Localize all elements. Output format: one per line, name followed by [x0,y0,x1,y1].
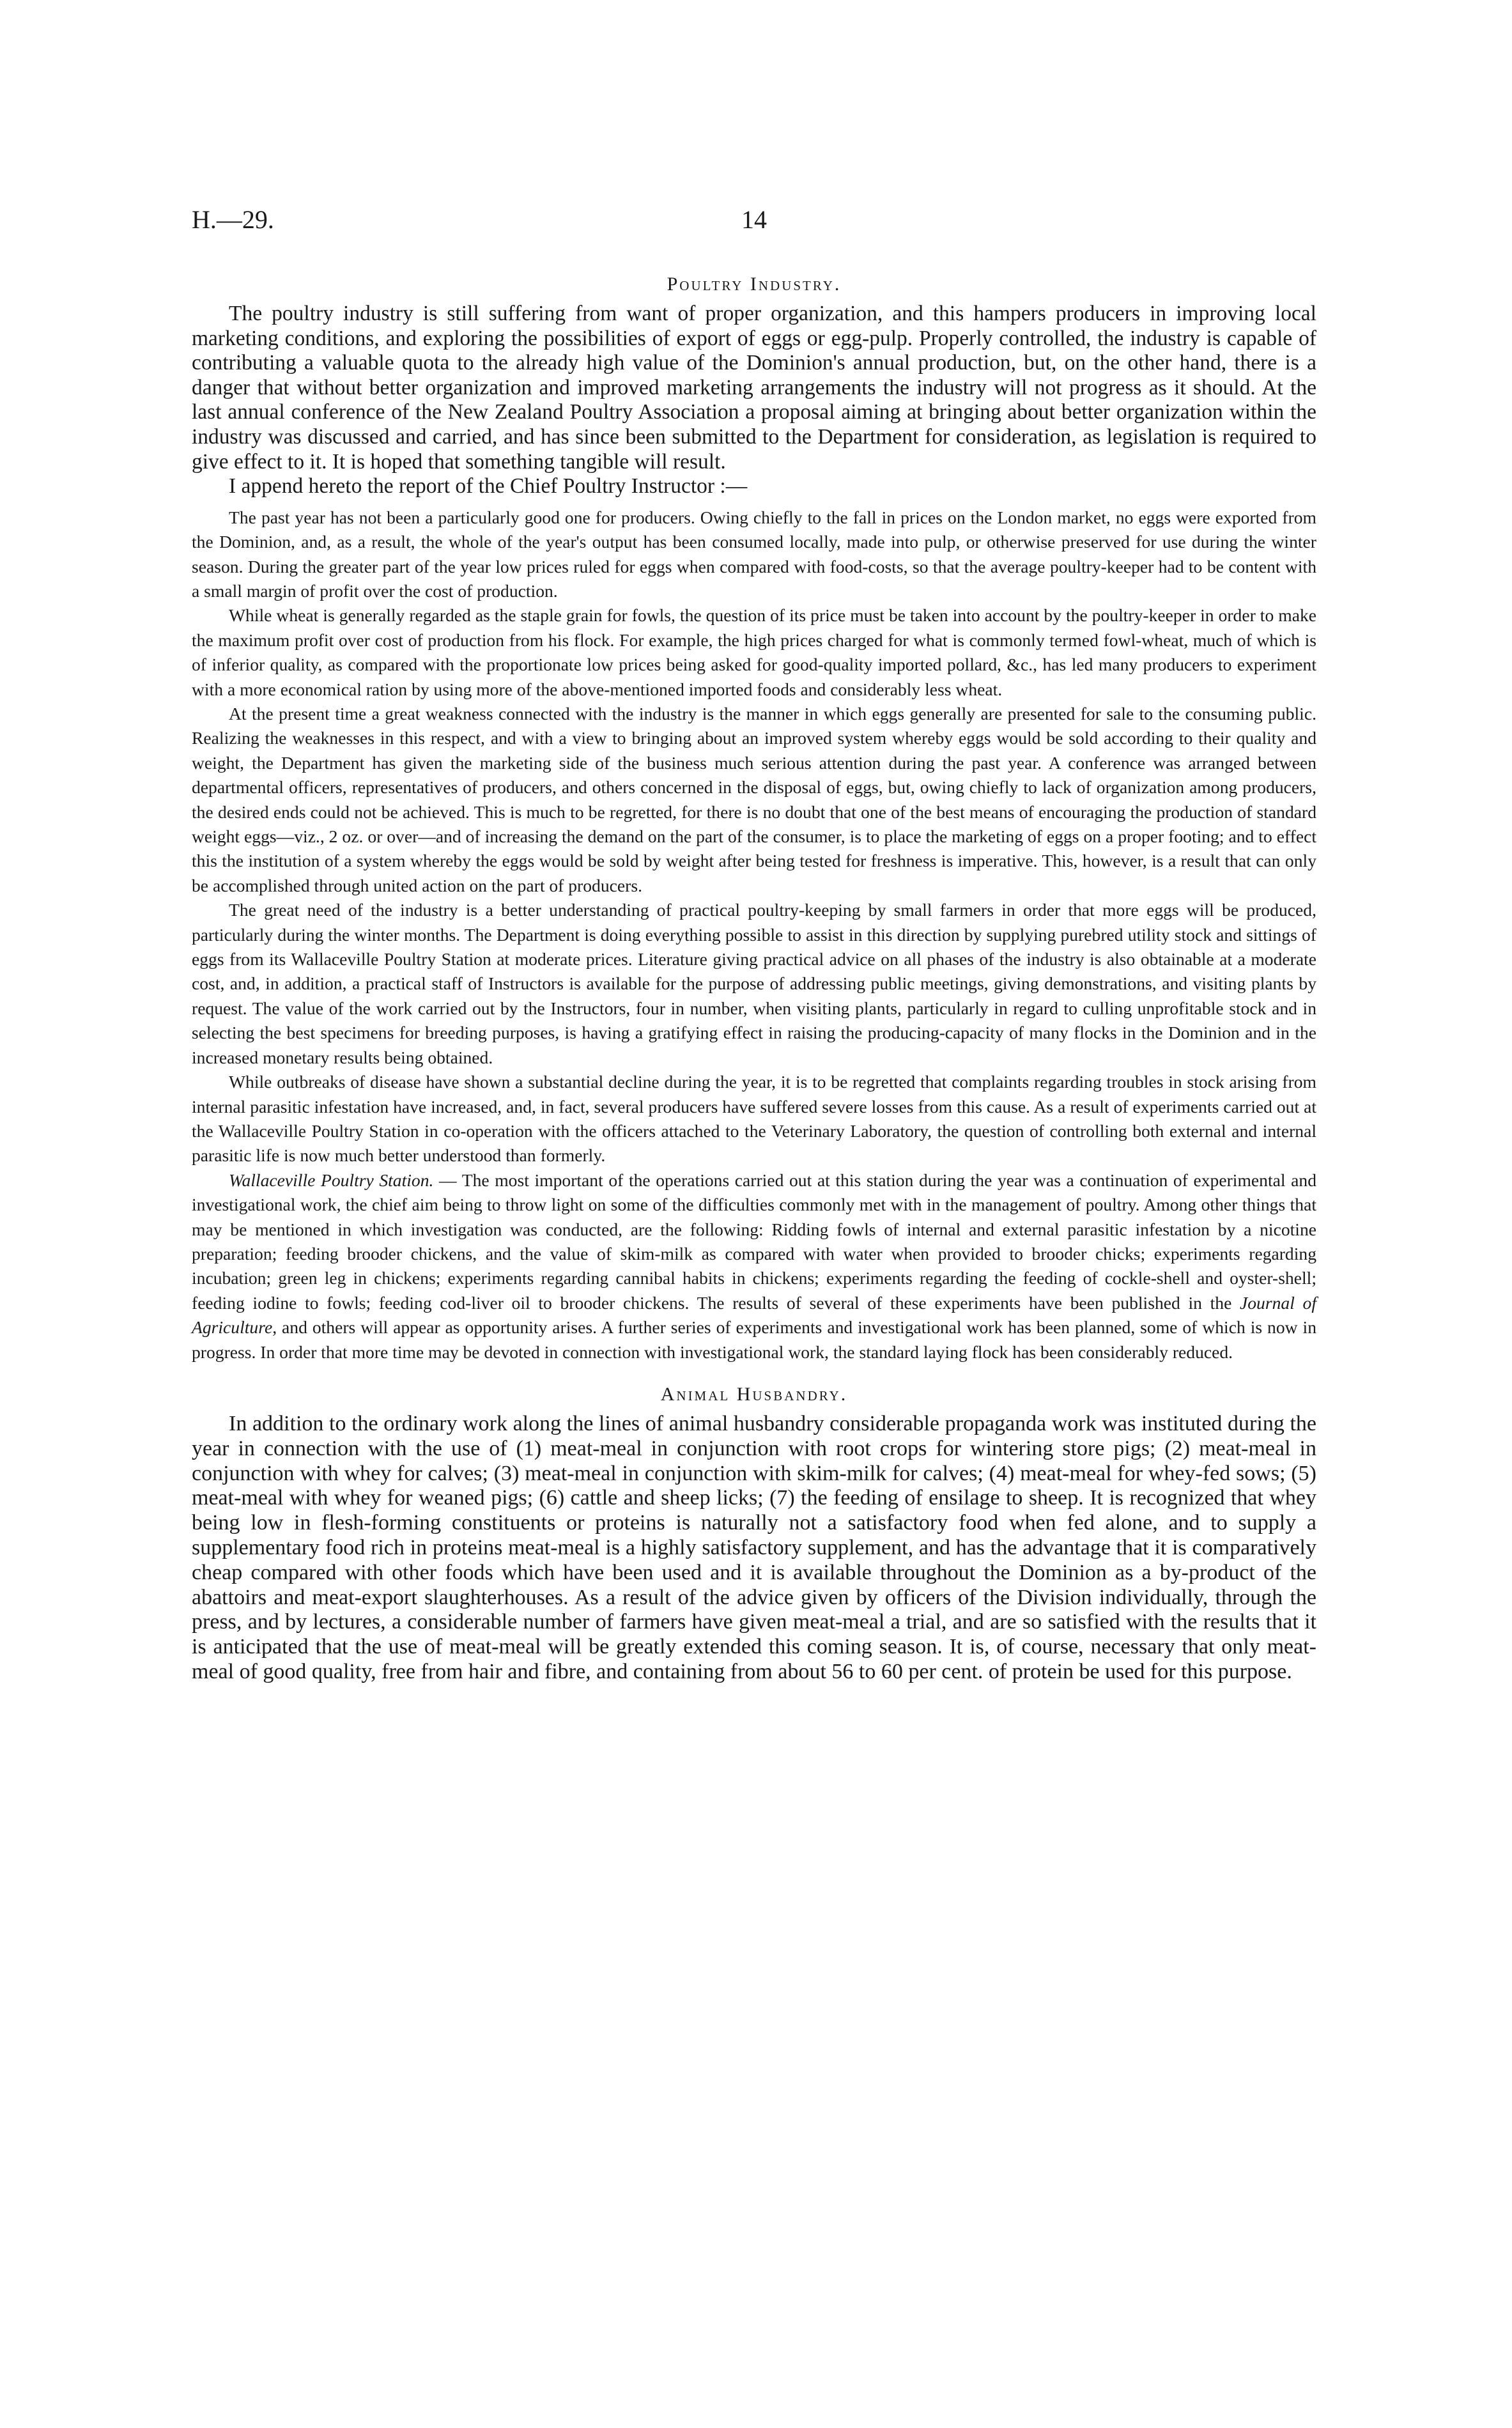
report-paragraph: The great need of the industry is a better understanding of practical poultry-keeping by small farmers in order that more eggs will be produced, particularly during the winter months. The Department is doing everything possible to assist in this direction by supplying purebred utility stock and sittings of eggs from its Wallaceville Poultry Station at moderate prices. Literature giving practical advice on all phases of the industry is also obtainable at a moderate cost, and, in addition, a practical staff of Instructors is available for the purpose of addressing public meetings, giving demonstrations, and visiting plants by request. The value of the work carried out by the Instructors, four in number, when visiting plants, particularly in regard to culling unprofitable stock and in selecting the best specimens for breeding purposes, is having a gratifying effect in raising the producing-capacity of many flocks in the Dominion and in the increased monetary results being obtained. [192,900,1316,1067]
report-paragraph: While outbreaks of disease have shown a substantial decline during the year, it is to be regretted that complaints regarding troubles in stock arising from internal parasitic infestation have increased, and, in fact, several producers have suffered severe losses from this cause. As a result of experiments carried out at the Wallaceville Poultry Station in co-operation with the officers attached to the Veterinary Laboratory, the question of controlling both external and internal parasitic life is now much better understood than formerly. [192,1072,1316,1166]
report-paragraph: While wheat is generally regarded as the staple grain for fowls, the question of its price must be taken into account by the poultry-keeper in order to make the maximum profit over cost of production from his flock. For example, the high prices charged for what is commonly termed fowl-wheat, much of which is of inferior quality, as compared with the proportionate low prices being asked for good-quality imported pollard, &c., has led many producers to experiment with a more economical ration by using more of the above-mentioned imported foods and considerably less wheat. [192,605,1316,699]
section-heading-animal-husbandry: Animal Husbandry. [660,1383,848,1405]
page-number: 14 [741,205,767,234]
report-paragraph: The past year has not been a particularly good one for producers. Owing chiefly to the fall in prices on the London market, no eggs were exported from the Dominion, and, as a result, the whole of the year's output has been consumed locally, made into pulp, or otherwise preserved for use during the winter season. During the greater part of the year low prices ruled for eggs when compared with food-costs, so that the average poultry-keeper had to be content with a small margin of profit over the cost of production. [192,507,1316,601]
wallaceville-paragraph [192,1168,1316,1365]
running-head [192,205,1316,243]
wallaceville-lead: Wallaceville Poultry Station. [229,1170,434,1190]
wallaceville-text-a: — The most important of the operations carried out at this station during the year was a continuation of experimental and investigational work, the chief aim being to throw light on some of the difficulties commonly met with in the management of poultry. Among other things that may be mentioned in which investigation was conducted, are the following: Ridding fowls of internal and external parasitic infestation by a nicotine preparation; feeding brooder chickens, and the value of skim-milk as compared with water when provided to brooder chicks; experiments regarding incubation; green leg in chickens; experiments regarding cannibal habits in chickens; experiments regarding the feeding of cockle-shell and oyster-shell; feeding iodine to fowls; feeding cod-liver oil to brooder chickens. The results of several of these experiments have been published in the [192,1170,1316,1313]
report-paragraph: At the present time a great weakness connected with the industry is the manner in which eggs generally are presented for sale to the consuming public. Realizing the weaknesses in this respect, and with a view to bringing about an improved system whereby eggs would be sold according to their quality and weight, the Department has given the marketing side of the business much serious attention during the past year. A conference was arranged between departmental officers, representatives of producers, and others concerned in the disposal of eggs, but, owing chiefly to lack of organization among producers, the desired ends could not be achieved. This is much to be regretted, for there is no doubt that one of the best means of encouraging the production of standard weight eggs—viz., 2 oz. or over—and of increasing the demand on the part of the consumer, is to place the marketing of eggs on a proper footing; and to effect this the institution of a system whereby the eggs would be sold by weight after being tested for freshness is imperative. This, however, is a result that can only be accomplished through united action on the part of producers. [192,704,1316,895]
journal-title: Journal of Agriculture [192,1292,1316,1338]
animal-husbandry-paragraph: In addition to the ordinary work along the lines of animal husbandry considerable propaganda work was instituted during the year in connection with the use of (1) meat-meal in conjunction with root crops for wintering store pigs; (2) meat-meal in conjunction with whey for calves; (3) meat-meal in conjunction with skim-milk for calves; (4) meat-meal for whey-fed sows; (5) meat-meal with whey for weaned pigs; (6) cattle and sheep licks; (7) the feeding of ensilage to sheep. It is recognized that whey being low in flesh-forming constituents or proteins is naturally not a satisfactory food when fed alone, and to supply a supplementary food rich in proteins meat-meal is a highly satisfactory supplement, and has the advantage that it is comparatively cheap compared with other foods which have been used and it is available throughout the Dominion as a by-product of the abattoirs and meat-export slaughterhouses. As a result of the advice given by officers of the Division individually, through the press, and by lectures, a considerable number of farmers have given meat-meal a trial, and are so satisfied with the results that it is anticipated that the use of meat-meal will be greatly extended this coming season. It is, of course, necessary that only meat-meal of good quality, free from hair and fibre, and containing from about 56 to 60 per cent. of protein be used for this purpose. [192,1411,1316,1683]
wallaceville-text-b: , and others will appear as opportunity arises. A further series of experiments and investigational work has been planned, some of which is now in progress. In order that more time may be devoted in connection with investigational work, the standard laying flock has been considerably reduced. [192,1317,1316,1362]
instructor-report [192,506,1316,1365]
document-page [192,205,1316,1685]
document-reference: H.—29. [192,205,274,234]
poultry-intro-paragraph: The poultry industry is still suffering from want of proper organization, and this hampers producers in improving local marketing conditions, and exploring the possibilities of export of eggs or egg-pulp. Properly controlled, the industry is capable of contributing a valuable quota to the already high value of the Dominion's annual production, but, on the other hand, there is a danger that without better organization and improved marketing arrangements the industry will not progress as it should. At the last annual conference of the New Zealand Poultry Association a proposal aiming at bringing about better organization within the industry was discussed and carried, and has since been submitted to the Department for consideration, as legislation is required to give effect to it. It is hoped that something tangible will result. [192,302,1316,474]
section-heading-poultry: Poultry Industry. [667,274,842,295]
append-line: I append hereto the report of the Chief Poultry Instructor :— [229,474,748,499]
